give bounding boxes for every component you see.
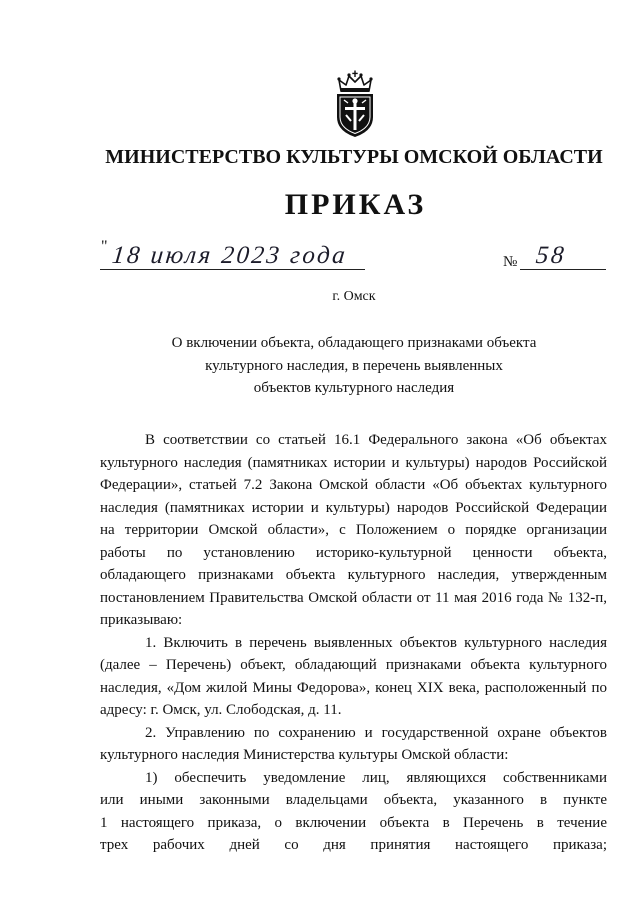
title-line: О включении объекта, обладающего признаками объекта [171, 335, 537, 351]
document-type-heading: ПРИКАЗ [284, 188, 427, 221]
body-line: 1 настоящего приказа, о включении объекта в Перечень в течение [100, 814, 607, 831]
number-field [520, 243, 606, 270]
body-line: 1) обеспечить уведомление лиц, являющихся собственниками [145, 769, 607, 786]
paragraph-preamble [100, 429, 607, 632]
handwritten-date: 18 июля 2023 года [110, 242, 349, 269]
coat-of-arms-graphic [332, 70, 378, 138]
handwritten-number: 58 [534, 242, 568, 269]
body-line: постановлением Правительства Омской области от 11 мая 2016 года № 132-п, [100, 589, 607, 606]
body-line: обладающего признаками объекта культурного наследия, утвержденным [100, 567, 607, 583]
body-line: на территории Омской области», с Положением о порядке организации [100, 522, 607, 538]
date-field [100, 238, 365, 270]
body-line: наследия (памятниках истории и культуры) народов Российской Федерации [100, 499, 607, 516]
body-line: приказываю: [100, 612, 183, 628]
body-line: работы по установлению историко-культурной ценности объекта, [100, 544, 607, 561]
body-line: трех рабочих дней со дня принятия настоящего приказа; [100, 837, 607, 853]
paragraph-item-1 [100, 632, 607, 722]
body-line: культурного наследия Министерства культуры Омской области: [100, 747, 509, 763]
body-line: (далее – Перечень) объект, обладающий признаками объекта культурного [100, 657, 607, 673]
body-line: культурного наследия (памятниках истории и культуры) народов Российской [100, 454, 607, 471]
coat-of-arms-icon [332, 70, 378, 138]
date-quote-mark: " [101, 238, 108, 255]
title-line: объектов культурного наследия [253, 380, 455, 396]
body-line: адресу: г. Омск, ул. Слободская, д. 11. [100, 702, 342, 718]
body-line: или иными законными владельцами объекта, указанного в пункте [100, 792, 607, 808]
paragraph-subitem-1 [100, 767, 607, 857]
order-body [100, 429, 607, 857]
paragraph-item-2 [100, 722, 607, 767]
order-title [100, 332, 608, 400]
body-line: Федерации», статьей 7.2 Закона Омской области «Об объектах культурного [100, 477, 607, 493]
body-line: наследия, «Дом жилой Мины Федорова», конец XIX века, расположенный по [100, 679, 607, 696]
body-line: В соответствии со статьей 16.1 Федерального закона «Об объектах [145, 432, 607, 448]
ministry-name: МИНИСТЕРСТВО КУЛЬТУРЫ ОМСКОЙ ОБЛАСТИ [105, 146, 603, 168]
city-label: г. Омск [332, 289, 376, 304]
number-sign: № [503, 254, 518, 270]
body-line: 2. Управлению по сохранению и государственной охране объектов [145, 724, 607, 741]
body-line: 1. Включить в перечень выявленных объектов культурного наследия [145, 634, 607, 651]
title-line: культурного наследия, в перечень выявленных [205, 357, 503, 374]
